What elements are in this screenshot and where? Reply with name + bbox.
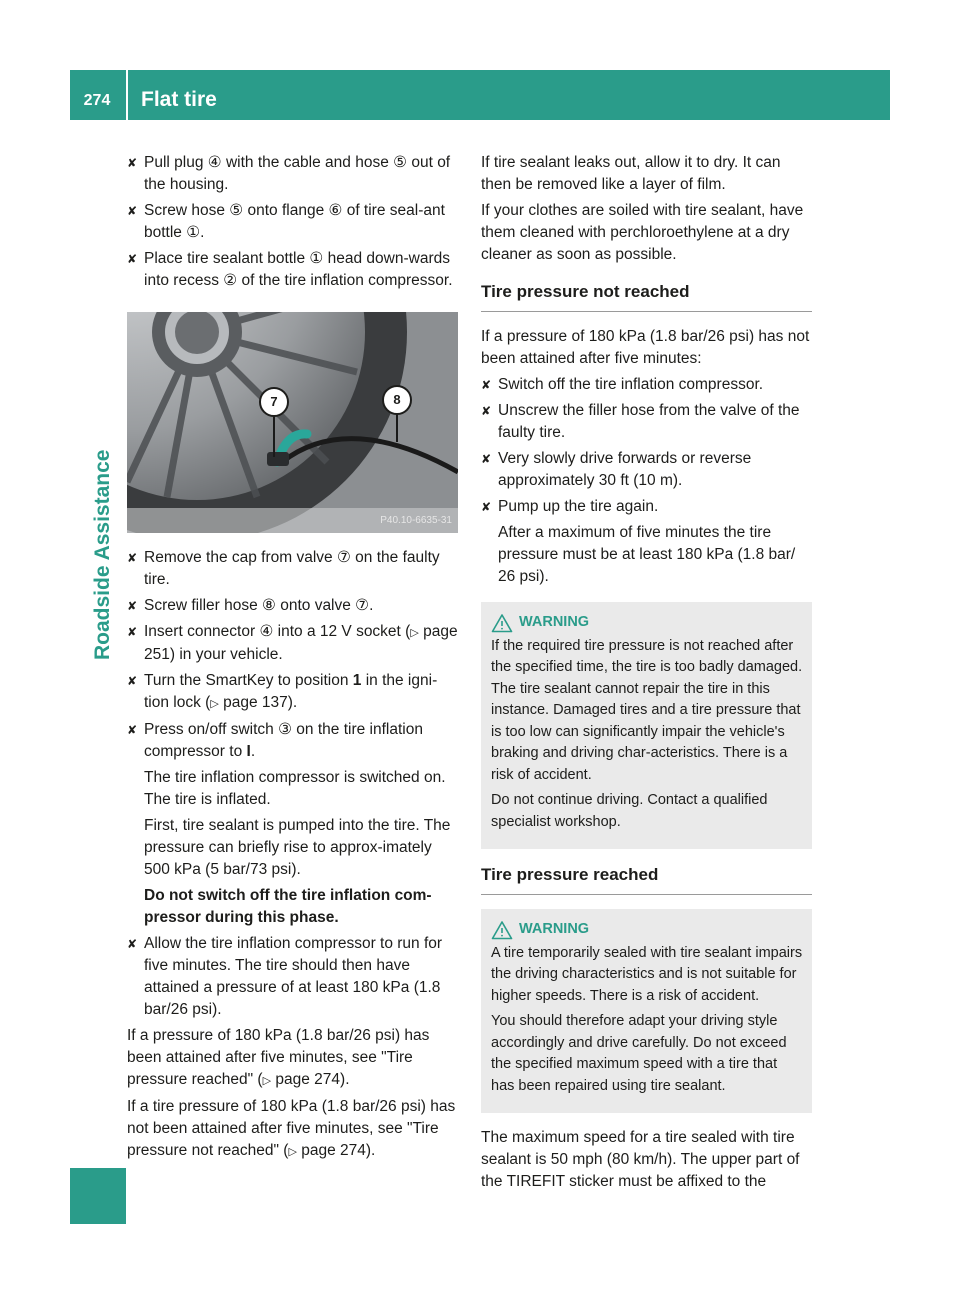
paragraph: The maximum speed for a tire sealed with tire sealant is 50 mph (80 km/h). The upper part of the TIREFIT sticker must be affixed to the [481, 1129, 800, 1190]
step-text: Place tire sealant bottle ① head down-wards into recess ② of the tire inflation compressor. [144, 250, 453, 289]
warning-text: Do not continue driving. Contact a qualified specialist workshop. [491, 792, 768, 830]
warning-box [481, 602, 812, 849]
page-ref-arrow-icon: ▷ [210, 698, 219, 710]
callout-7: 7 [259, 387, 289, 417]
paragraph [127, 1025, 460, 1092]
step-item [127, 248, 460, 292]
step-text: Turn the SmartKey to position [144, 672, 353, 689]
warning-label: WARNING [519, 614, 590, 630]
step-arrow-icon: ✘ [127, 625, 138, 639]
callout-8: 8 [382, 385, 412, 415]
warning-triangle-icon [491, 613, 513, 633]
page-number: 274 [83, 92, 111, 109]
right-column [481, 152, 812, 1197]
paragraph: If a pressure of 180 kPa (1.8 bar/26 psi) has not been attained after five minutes: [481, 328, 810, 367]
step-item [127, 670, 460, 715]
step-text: . [250, 743, 256, 760]
step-caution: Do not switch off the tire inflation com-pressor during this phase. [144, 887, 432, 926]
step-text: Remove the cap from valve ⑦ on the faulty tire. [144, 549, 440, 588]
step-text: Insert connector ④ into a 12 V socket ( [144, 623, 411, 640]
step-text: Screw filler hose ⑧ onto valve ⑦. [144, 597, 374, 614]
heading-reached: Tire pressure reached [481, 863, 812, 895]
page-ref-link[interactable]: page 251) in your vehicle. [144, 623, 458, 663]
header-divider [126, 70, 128, 120]
left-column [127, 152, 460, 1167]
warning-box [481, 909, 812, 1113]
page-ref-link[interactable]: page 274). [296, 1142, 376, 1159]
wheel-illustration [127, 312, 458, 533]
step-item [481, 374, 812, 396]
warning-triangle-icon [491, 920, 513, 940]
step-text: Unscrew the filler hose from the valve of the faulty tire. [498, 402, 800, 441]
step-item [127, 152, 460, 196]
step-arrow-icon: ✘ [127, 551, 138, 565]
side-tab-label: Roadside Assistance [91, 449, 114, 660]
step-arrow-icon: ✘ [127, 204, 138, 218]
step-arrow-icon: ✘ [127, 156, 138, 170]
step-note: First, tire sealant is pumped into the tire. The pressure can briefly rise to approx-imately 500 kPa (5 bar/73 psi). [144, 817, 451, 878]
step-text: Switch off the tire inflation compressor. [498, 376, 764, 393]
key-position: 1 [352, 672, 362, 689]
step-item [127, 621, 460, 666]
step-result: After a maximum of five minutes the tire pressure must be at least 180 kPa (1.8 bar/ 26 psi). [498, 524, 796, 585]
figure-code: P40.10-6635-31 [380, 515, 452, 526]
page-ref-link[interactable]: page 137). [218, 694, 298, 711]
step-arrow-icon: ✘ [481, 452, 492, 466]
paragraph-text: If a tire pressure of 180 kPa (1.8 bar/26 psi) has not been attained after five minutes, see "Tire pressure not reached" ( [127, 1098, 456, 1159]
step-item [127, 719, 460, 763]
page-ref-arrow-icon: ▷ [262, 1075, 272, 1087]
side-tab-square [70, 1168, 126, 1224]
step-arrow-icon: ✘ [481, 378, 492, 392]
step-text: Press on/off switch ③ on the tire inflation compressor to [144, 721, 423, 760]
step-arrow-icon: ✘ [127, 937, 138, 951]
step-arrow-icon: ✘ [481, 500, 492, 514]
warning-header [491, 612, 804, 634]
step-text: Pump up the tire again. [498, 498, 659, 515]
step-arrow-icon: ✘ [127, 252, 138, 266]
step-text: Very slowly drive forwards or reverse approximately 30 ft (10 m). [498, 450, 752, 489]
warning-header [491, 919, 804, 941]
step-text: Allow the tire inflation compressor to run for five minutes. The tire should then have attained a pressure of at least 180 kPa (1.8 bar/26 psi). [144, 935, 443, 1018]
warning-text: A tire temporarily sealed with tire sealant impairs the driving characteristics and is not suitable for higher speeds. There is a risk of accident. [491, 944, 803, 1004]
step-result: The tire inflation compressor is switched on. The tire is inflated. [144, 769, 446, 808]
step-item [127, 200, 460, 244]
warning-text: If the required tire pressure is not reached after the specified time, the tire is too badly damaged. The tire sealant cannot repair the tire in this instance. Damaged tires and a tire pressure that is too low can significantly impair the vehicle's braking and driving char-acteristics. There is a risk of accident. [491, 637, 803, 783]
paragraph [127, 1096, 460, 1163]
warning-label: WARNING [519, 921, 590, 937]
page-ref-arrow-icon: ▷ [410, 627, 419, 639]
warning-text: You should therefore adapt your driving style accordingly and drive carefully. Do not exceed the specified maximum speed with a tire that has been repaired using tire sealant. [491, 1013, 787, 1094]
section-title: Flat tire [141, 88, 217, 111]
switch-position: I [246, 743, 251, 760]
step-item [127, 933, 460, 1021]
step-item [127, 595, 460, 617]
step-arrow-icon: ✘ [127, 674, 138, 688]
step-item [127, 547, 460, 591]
step-item [481, 448, 812, 492]
step-arrow-icon: ✘ [127, 723, 138, 737]
step-item [481, 400, 812, 444]
step-text: Screw hose ⑤ onto flange ⑥ of tire seal-ant bottle ①. [144, 202, 445, 241]
step-text: in the igni-tion lock ( [144, 672, 438, 711]
heading-not-reached: Tire pressure not reached [481, 280, 812, 312]
step-arrow-icon: ✘ [127, 599, 138, 613]
paragraph-text: If a pressure of 180 kPa (1.8 bar/26 psi) has been attained after five minutes, see "Tire pressure reached" ( [127, 1027, 430, 1088]
page-ref-link[interactable]: page 274). [271, 1071, 350, 1088]
page-ref-arrow-icon: ▷ [288, 1146, 297, 1158]
paragraph: If tire sealant leaks out, allow it to dry. It can then be removed like a layer of film. [481, 154, 781, 193]
paragraph: If your clothes are soiled with tire sealant, have them cleaned with perchloroethylene at a dry cleaner as soon as possible. [481, 202, 804, 263]
step-arrow-icon: ✘ [481, 404, 492, 418]
step-item [481, 496, 812, 518]
wheel-valve-figure [127, 312, 458, 533]
step-text: Pull plug ④ with the cable and hose ⑤ out of the housing. [144, 154, 451, 193]
